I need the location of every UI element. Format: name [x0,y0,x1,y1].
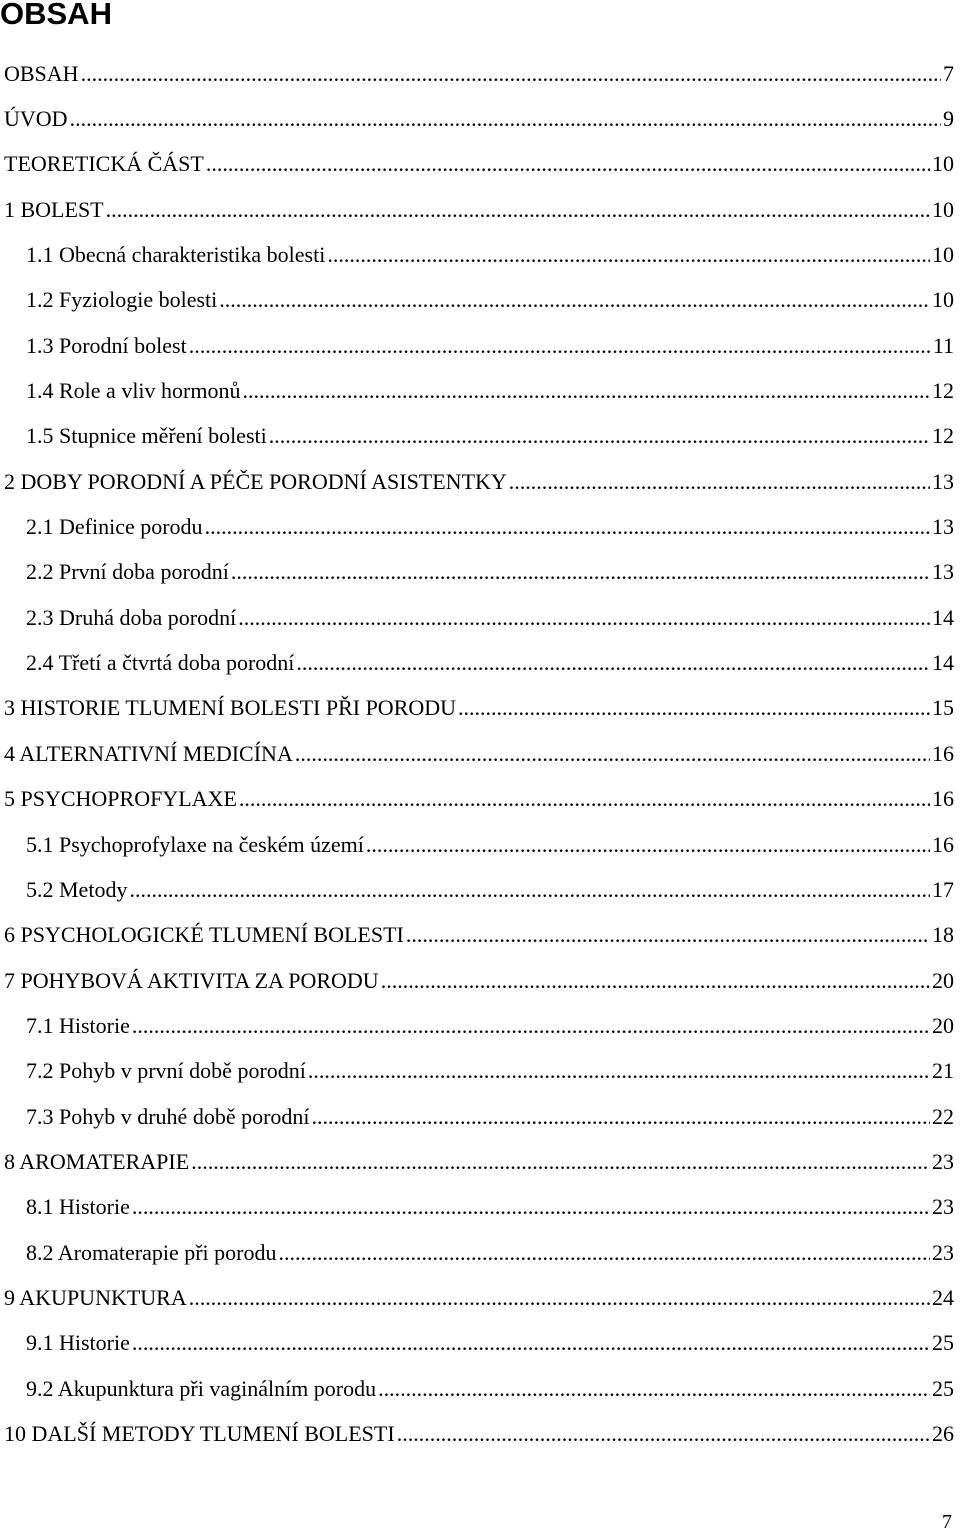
toc-entry-page: 24 [932,1284,954,1310]
toc-entry[interactable] [4,1094,956,1139]
toc-entry-label: 8.1 Historie [26,1194,130,1220]
dot-leader [189,1287,930,1309]
dot-leader [70,108,941,130]
toc-entry[interactable] [4,1230,956,1275]
toc-entry-page: 23 [932,1148,954,1174]
dot-leader [295,743,930,765]
dot-leader [129,879,930,901]
toc-entry-label: 7 POHYBOVÁ AKTIVITA ZA PORODU [4,967,379,993]
toc-entry[interactable] [4,867,956,912]
toc-entry[interactable] [4,822,956,867]
toc-entry-label: 9.1 Historie [26,1330,130,1356]
dot-leader [269,425,930,447]
toc-entry-label: 9.2 Akupunktura při vaginálním porodu [26,1375,377,1401]
toc-entry[interactable] [4,232,956,277]
toc-entry[interactable] [4,368,956,413]
toc-entry-label: ÚVOD [4,106,68,132]
toc-entry-label: 1.3 Porodní bolest [26,332,187,358]
toc-entry[interactable] [4,96,956,141]
dot-leader [279,1242,931,1264]
toc-entry-label: 2.3 Druhá doba porodní [26,604,237,630]
toc-entry-label: 1.2 Fyziologie bolesti [26,287,218,313]
toc-entry[interactable] [4,1049,956,1094]
toc-entry-page: 26 [932,1420,954,1446]
toc-entry-label: 2.2 První doba porodní [26,559,229,585]
toc-entry-label: 7.1 Historie [26,1012,130,1038]
dot-leader [378,1378,930,1400]
toc-entry[interactable] [4,504,956,549]
toc-entry[interactable] [4,550,956,595]
toc-entry-page: 10 [932,196,954,222]
toc-entry-label: 1.4 Role a vliv hormonů [26,378,241,404]
toc-entry-label: 9 AKUPUNKTURA [4,1284,187,1310]
toc-entry-label: 2 DOBY PORODNÍ A PÉČE PORODNÍ ASISTENTKY [4,468,507,494]
toc-entry-page: 25 [932,1375,954,1401]
toc-entry-page: 20 [932,1012,954,1038]
toc-entry-page: 13 [932,559,954,585]
toc-entry-label: TEORETICKÁ ČÁST [4,151,204,177]
toc-entry[interactable] [4,1275,956,1320]
toc-entry[interactable] [4,323,956,368]
toc-entry[interactable] [4,459,956,504]
dot-leader [397,1423,930,1445]
dot-leader [509,471,930,493]
toc-entry-page: 16 [932,740,954,766]
toc-entry[interactable] [4,142,956,187]
toc-entry[interactable] [4,1139,956,1184]
dot-leader [132,1196,930,1218]
toc-entry-label: 1 BOLEST [4,196,104,222]
toc-entry-label: 1.1 Obecná charakteristika bolesti [26,242,326,268]
toc-entry-label: 8.2 Aromaterapie při porodu [26,1239,277,1265]
dot-leader [132,1332,930,1354]
toc-entry[interactable] [4,1185,956,1230]
toc-entry-page: 14 [932,650,954,676]
dot-leader [406,924,930,946]
toc-entry[interactable] [4,51,956,96]
toc-entry-page: 7 [943,60,954,86]
toc-entry-page: 14 [932,604,954,630]
toc-entry-page: 23 [932,1194,954,1220]
toc-entry-label: 7.3 Pohyb v druhé době porodní [26,1103,310,1129]
toc-entry[interactable] [4,278,956,323]
toc-entry-page: 9 [943,106,954,132]
toc-entry[interactable] [4,1321,956,1366]
toc-entry-label: 5.2 Metody [26,876,128,902]
toc-entry[interactable] [4,1411,956,1456]
dot-leader [366,834,930,856]
dot-leader [189,335,931,357]
toc-entry-label: 4 ALTERNATIVNÍ MEDICÍNA [4,740,293,766]
dot-leader [296,652,930,674]
toc-entry[interactable] [4,1366,956,1411]
toc-entry-page: 17 [932,876,954,902]
toc-entry[interactable] [4,1003,956,1048]
toc-entry-label: 3 HISTORIE TLUMENÍ BOLESTI PŘI PORODU [4,695,457,721]
dot-leader [327,244,930,266]
dot-leader [231,561,930,583]
toc-entry[interactable] [4,913,956,958]
toc-entry-label: 7.2 Pohyb v první době porodní [26,1058,306,1084]
toc-entry-page: 15 [932,695,954,721]
toc-entry-page: 12 [932,423,954,449]
dot-leader [458,697,930,719]
toc-entry-page: 22 [932,1103,954,1129]
toc-entry-page: 20 [932,967,954,993]
dot-leader [206,153,930,175]
toc-entry-page: 18 [932,922,954,948]
dot-leader [308,1060,930,1082]
toc-entry-page: 10 [932,151,954,177]
dot-leader [205,516,930,538]
dot-leader [191,1151,930,1173]
toc-entry[interactable] [4,686,956,731]
toc-entry-page: 13 [932,514,954,540]
toc-entry-page: 23 [932,1239,954,1265]
toc-entry[interactable] [4,187,956,232]
page-number: 7 [942,1511,952,1533]
toc-entry-label: 6 PSYCHOLOGICKÉ TLUMENÍ BOLESTI [4,922,404,948]
dot-leader [239,788,930,810]
toc-entry-label: 8 AROMATERAPIE [4,1148,190,1174]
toc-entry[interactable] [4,640,956,685]
toc-entry-label: 2.1 Definice porodu [26,514,203,540]
toc-entry-page: 12 [932,378,954,404]
toc-entry-page: 25 [932,1330,954,1356]
page-title: OBSAH [0,0,112,31]
toc-entry-page: 21 [932,1058,954,1084]
dot-leader [81,63,941,85]
dot-leader [106,199,930,221]
toc-entry-page: 16 [932,831,954,857]
toc-entry[interactable] [4,958,956,1003]
toc-entry-page: 13 [932,468,954,494]
toc-entry-label: 1.5 Stupnice měření bolesti [26,423,267,449]
toc-entry-label: 2.4 Třetí a čtvrtá doba porodní [26,650,295,676]
toc-entry[interactable] [4,731,956,776]
toc-entry-page: 11 [932,332,954,358]
toc-entry[interactable] [4,595,956,640]
toc-entry-page: 10 [932,242,954,268]
toc-entry-label: 5 PSYCHOPROFYLAXE [4,786,237,812]
table-of-contents [4,51,956,1457]
toc-entry-page: 16 [932,786,954,812]
dot-leader [238,607,930,629]
dot-leader [312,1106,930,1128]
toc-entry-label: 10 DALŠÍ METODY TLUMENÍ BOLESTI [4,1420,395,1446]
dot-leader [242,380,930,402]
toc-entry-page: 10 [932,287,954,313]
dot-leader [132,1015,930,1037]
dot-leader [381,970,930,992]
toc-entry[interactable] [4,414,956,459]
toc-entry[interactable] [4,777,956,822]
dot-leader [219,289,930,311]
toc-entry-label: OBSAH [4,60,79,86]
toc-entry-label: 5.1 Psychoprofylaxe na českém území [26,831,364,857]
